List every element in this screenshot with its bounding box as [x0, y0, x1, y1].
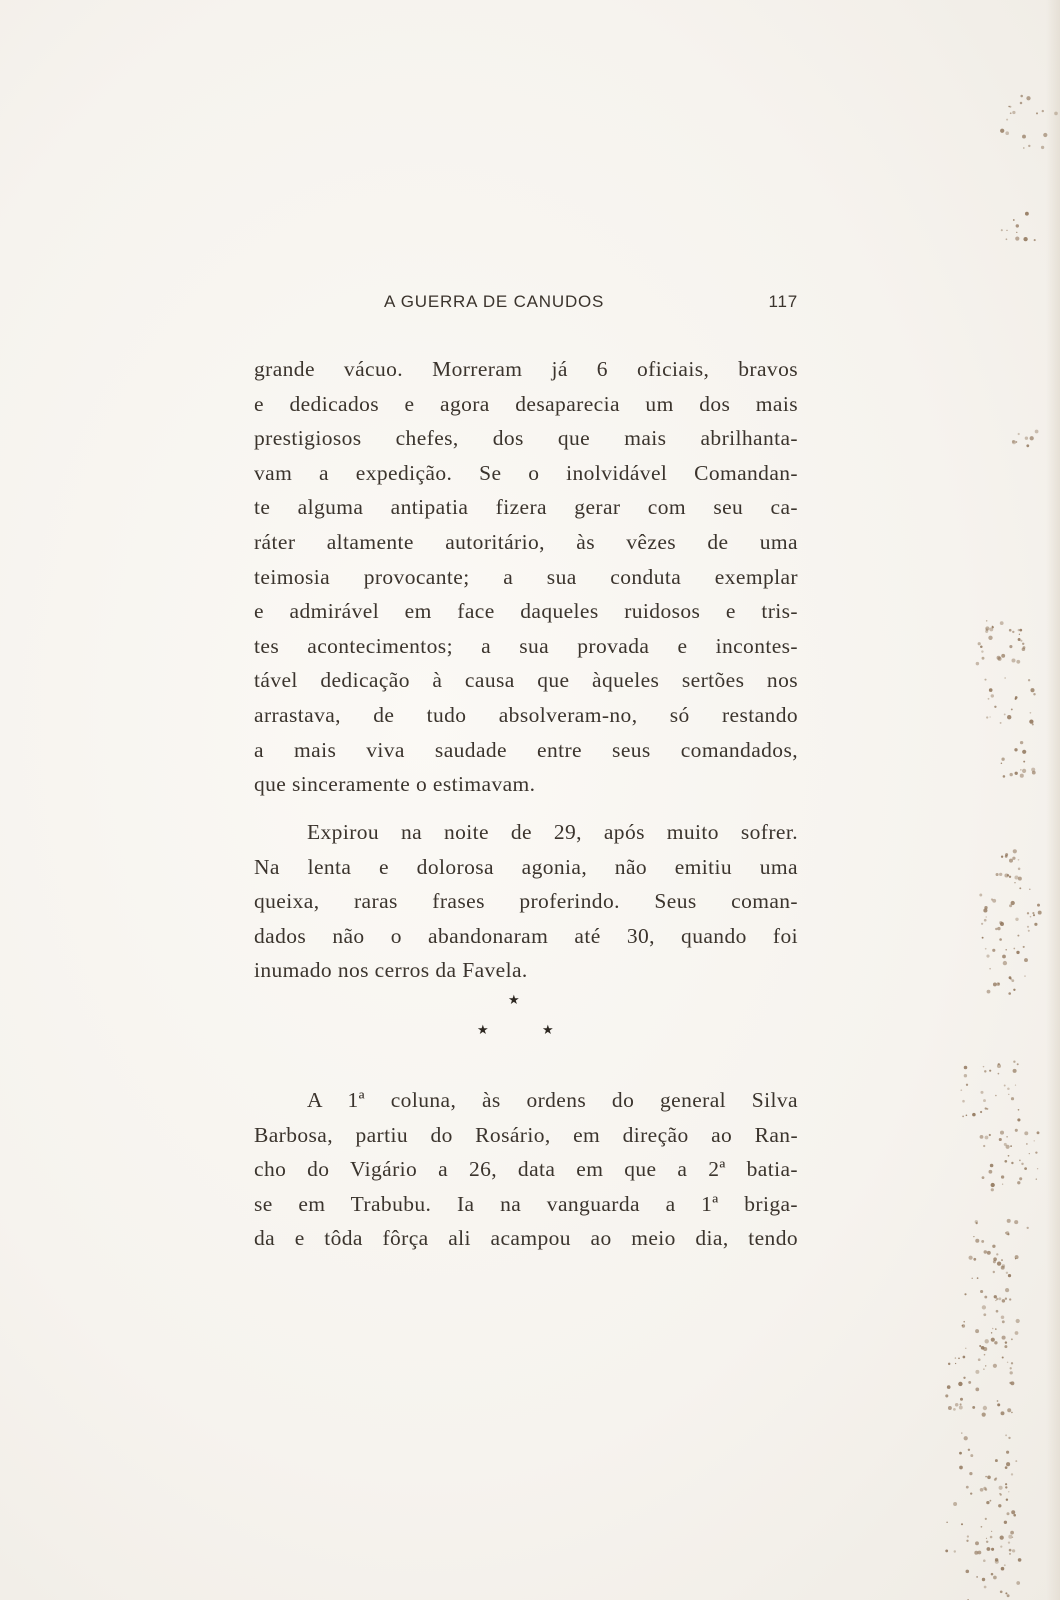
- text-line: A 1ª coluna, às ordens do general Silva: [307, 1088, 798, 1112]
- paragraph-3: [254, 1083, 798, 1256]
- text-line: e dedicados e agora desaparecia um dos mais: [254, 391, 798, 416]
- separator-star: ★: [542, 1022, 554, 1037]
- text-line: Expirou na noite de 29, após muito sofrer.: [307, 820, 798, 844]
- text-line: vam a expedição. Se o inolvidável Comandan-: [254, 460, 798, 485]
- text-line: tes acontecimentos; a sua provada e incontes-: [254, 633, 798, 658]
- text-line: te alguma antipatia fizera gerar com seu ca-: [254, 495, 798, 520]
- page-edge: [1046, 0, 1060, 1600]
- running-title: A GUERRA DE CANUDOS: [384, 292, 605, 311]
- text-line: Na lenta e dolorosa agonia, não emitiu uma: [254, 854, 798, 879]
- text-line: ráter altamente autoritário, às vêzes de uma: [254, 529, 798, 554]
- separator-star: ★: [477, 1022, 489, 1037]
- text-line: inumado nos cerros da Favela.: [254, 958, 528, 983]
- paragraph-1: [254, 352, 798, 802]
- text-line: dados não o abandonaram até 30, quando foi: [254, 923, 798, 948]
- text-line: e admirável em face daqueles ruidosos e tris-: [254, 599, 798, 624]
- separator-star: ★: [508, 992, 520, 1007]
- paragraph-2: [254, 815, 798, 988]
- text-line: prestigiosos chefes, dos que mais abrilhanta-: [254, 426, 798, 451]
- text-line: que sinceramente o estimavam.: [254, 772, 536, 797]
- text-line: cho do Vigário a 26, data em que a 2ª batia-: [254, 1157, 798, 1182]
- text-line: da e tôda fôrça ali acampou ao meio dia, tendo: [254, 1226, 798, 1251]
- text-line: queixa, raras frases proferindo. Seus coman-: [254, 889, 798, 914]
- text-line: arrastava, de tudo absolveram-no, só restando: [254, 702, 798, 727]
- text-line: se em Trabubu. Ia na vanguarda a 1ª briga-: [254, 1191, 798, 1216]
- text-line: teimosia provocante; a sua conduta exemplar: [254, 564, 798, 589]
- text-line: a mais viva saudade entre seus comandados,: [254, 737, 798, 762]
- page-number: 117: [768, 292, 798, 311]
- running-header: [384, 292, 798, 316]
- text-line: tável dedicação à causa que àqueles sertões nos: [254, 668, 798, 693]
- text-line: Barbosa, partiu do Rosário, em direção ao Ran-: [254, 1122, 798, 1147]
- text-line: grande vácuo. Morreram já 6 oficiais, bravos: [254, 357, 798, 381]
